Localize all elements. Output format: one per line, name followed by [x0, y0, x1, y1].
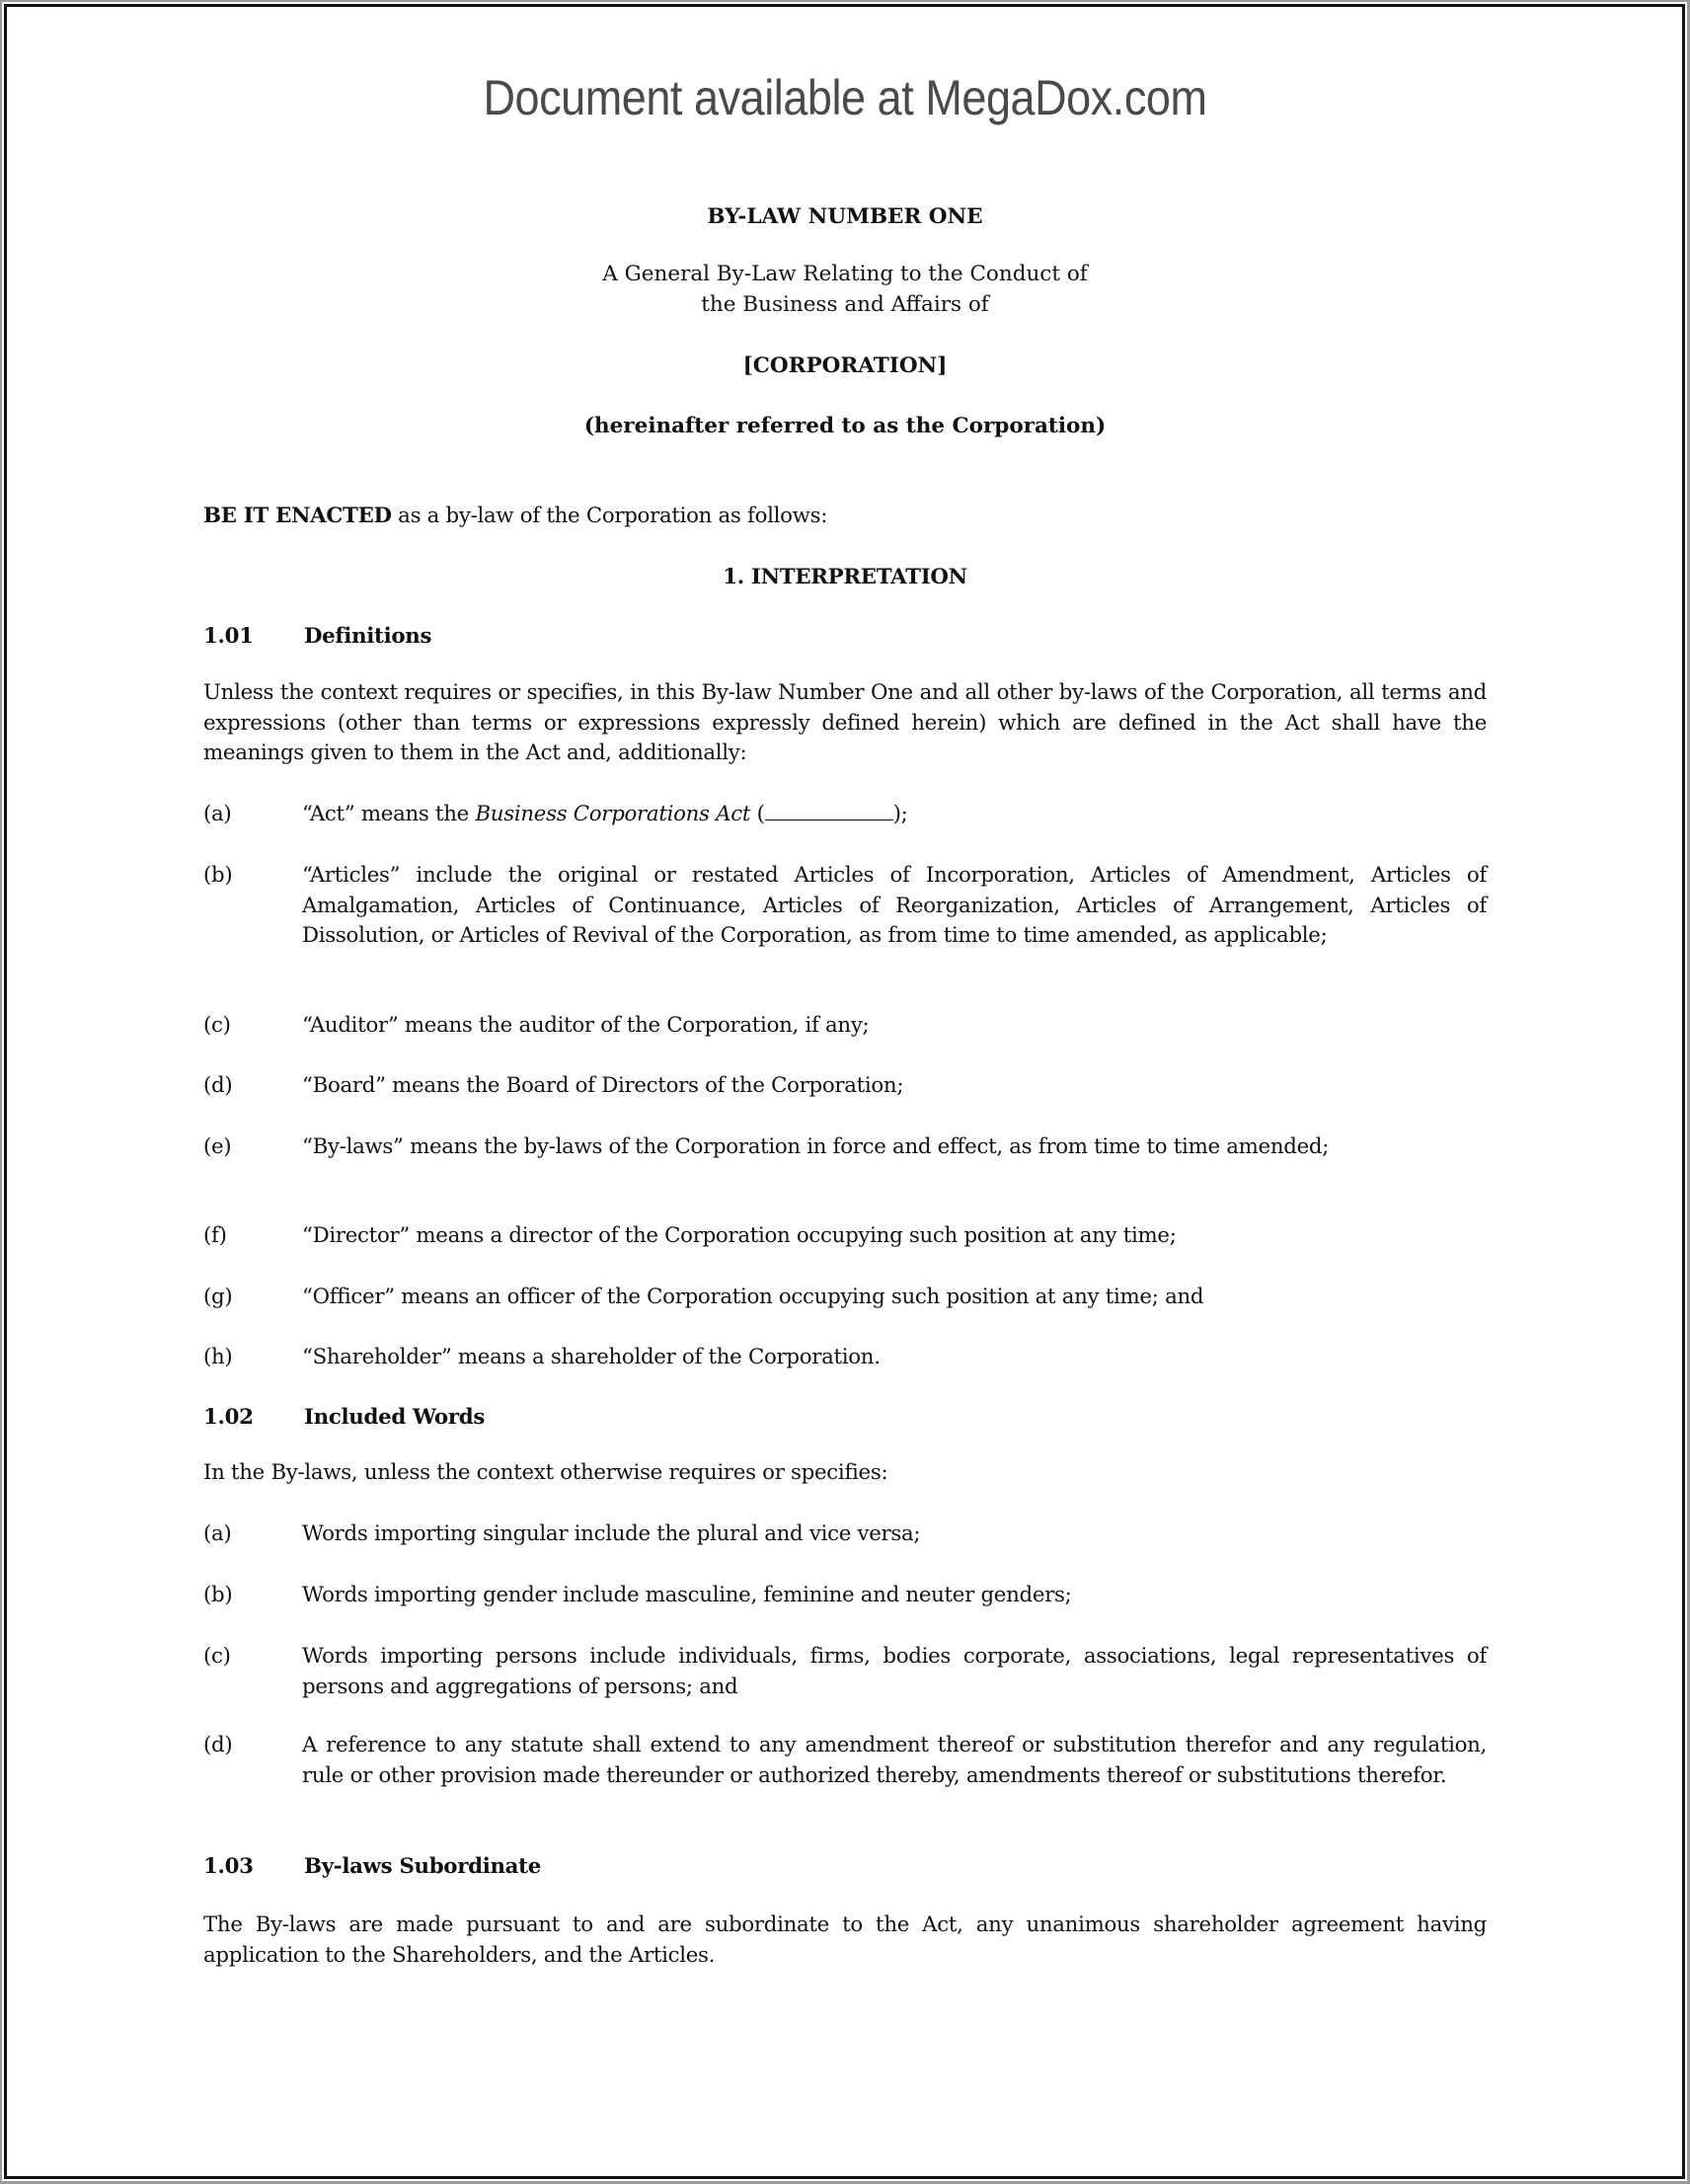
item-text: “By-laws” means the by-laws of the Corporation in force and effect, as from time to time amended;	[302, 1134, 1330, 1159]
subsection-title: By-laws Subordinate	[304, 1854, 541, 1879]
bylaws-subordinate-text: The By-laws are made pursuant to and are subordinate to the Act, any unanimous shareholder agreement having application to the Shareholders, and the Articles.	[203, 1912, 1487, 1968]
subsection-title: Included Words	[304, 1405, 486, 1430]
subsection-number: 1.02	[203, 1405, 254, 1430]
subsection-number: 1.03	[203, 1854, 254, 1879]
item-text-pre: “Act” means the	[302, 802, 476, 826]
definition-item-a	[203, 800, 1487, 830]
item-label: (f)	[203, 1223, 227, 1248]
definitions-intro: Unless the context requires or specifies, in this By-law Number One and all other by-laws of the Corporation, all terms and expressions (other than terms or expressions expressly defined herein) which are defined in the Act shall have the meanings given to them in the Act and, additionally:	[203, 680, 1487, 765]
item-label: (c)	[203, 1644, 231, 1669]
included-words-item-c	[203, 1642, 1487, 1702]
item-text: “Board” means the Board of Directors of the Corporation;	[302, 1073, 904, 1098]
enactment-clause	[203, 504, 827, 528]
included-words-item-d	[203, 1731, 1487, 1791]
item-label: (d)	[203, 1733, 233, 1757]
item-text: Words importing singular include the plural and vice versa;	[302, 1521, 921, 1546]
subtitle-line-2: the Business and Affairs of	[701, 292, 989, 317]
document-title: BY-LAW NUMBER ONE	[707, 204, 983, 229]
definition-item-c	[203, 1011, 1487, 1042]
definition-item-e	[203, 1132, 1487, 1163]
item-label: (c)	[203, 1013, 231, 1038]
subtitle-line-1: A General By-Law Relating to the Conduct of	[602, 262, 1088, 286]
subsection-number: 1.01	[203, 624, 254, 649]
item-label: (b)	[203, 1583, 233, 1607]
item-text	[302, 800, 1487, 830]
watermark-header: Document available at MegaDox.com	[483, 70, 1207, 125]
item-text-close: );	[892, 802, 908, 826]
item-label: (a)	[203, 1521, 232, 1546]
included-words-item-a	[203, 1520, 1487, 1550]
corporation-placeholder: [CORPORATION]	[742, 353, 948, 378]
definition-item-d	[203, 1071, 1487, 1102]
item-label: (e)	[203, 1134, 232, 1159]
definition-item-h	[203, 1343, 1487, 1373]
item-text: Words importing persons include individuals, firms, bodies corporate, associations, legal representatives of persons and aggregations of persons; and	[302, 1644, 1487, 1699]
item-label: (b)	[203, 863, 233, 888]
item-text: “Auditor” means the auditor of the Corporation, if any;	[302, 1013, 870, 1038]
item-label: (g)	[203, 1285, 233, 1309]
item-text: A reference to any statute shall extend to any amendment thereof or substitution therefor and any regulation, rule or other provision made thereunder or authorized thereby, amendments thereof or substitutions therefor.	[302, 1733, 1487, 1788]
definition-item-b	[203, 861, 1487, 952]
item-label: (h)	[203, 1345, 233, 1369]
item-text: “Officer” means an officer of the Corporation occupying such position at any time; and	[302, 1285, 1204, 1309]
hereinafter-note: (hereinafter referred to as the Corporation)	[583, 414, 1107, 438]
item-text: Words importing gender include masculine, feminine and neuter genders;	[302, 1583, 1072, 1607]
item-text: “Director” means a director of the Corporation occupying such position at any time;	[302, 1223, 1177, 1248]
section-heading-interpretation: 1. INTERPRETATION	[723, 565, 967, 589]
item-text-open: (	[750, 802, 765, 826]
included-words-intro: In the By-laws, unless the context otherwise requires or specifies:	[203, 1460, 888, 1485]
enactment-bold: BE IT ENACTED	[203, 504, 392, 528]
subsection-title: Definitions	[304, 624, 432, 649]
item-label: (a)	[203, 802, 232, 826]
included-words-item-b	[203, 1581, 1487, 1611]
jurisdiction-blank-line	[765, 802, 893, 820]
item-text: “Shareholder” means a shareholder of the Corporation.	[302, 1345, 881, 1369]
item-text: “Articles” include the original or restated Articles of Incorporation, Articles of Amendment, Articles of Amalgamation, Articles of Continuance, Articles of Reorganization, Articles of Arrangement, Articles of Dissolution, or Articles of Revival of the Corporation, as from time to time amended, as applicable;	[302, 863, 1487, 948]
act-name-italic: Business Corporations Act	[475, 802, 751, 826]
definition-item-f	[203, 1221, 1487, 1252]
definition-item-g	[203, 1283, 1487, 1313]
enactment-text: as a by-law of the Corporation as follows:	[391, 504, 828, 528]
item-label: (d)	[203, 1073, 233, 1098]
